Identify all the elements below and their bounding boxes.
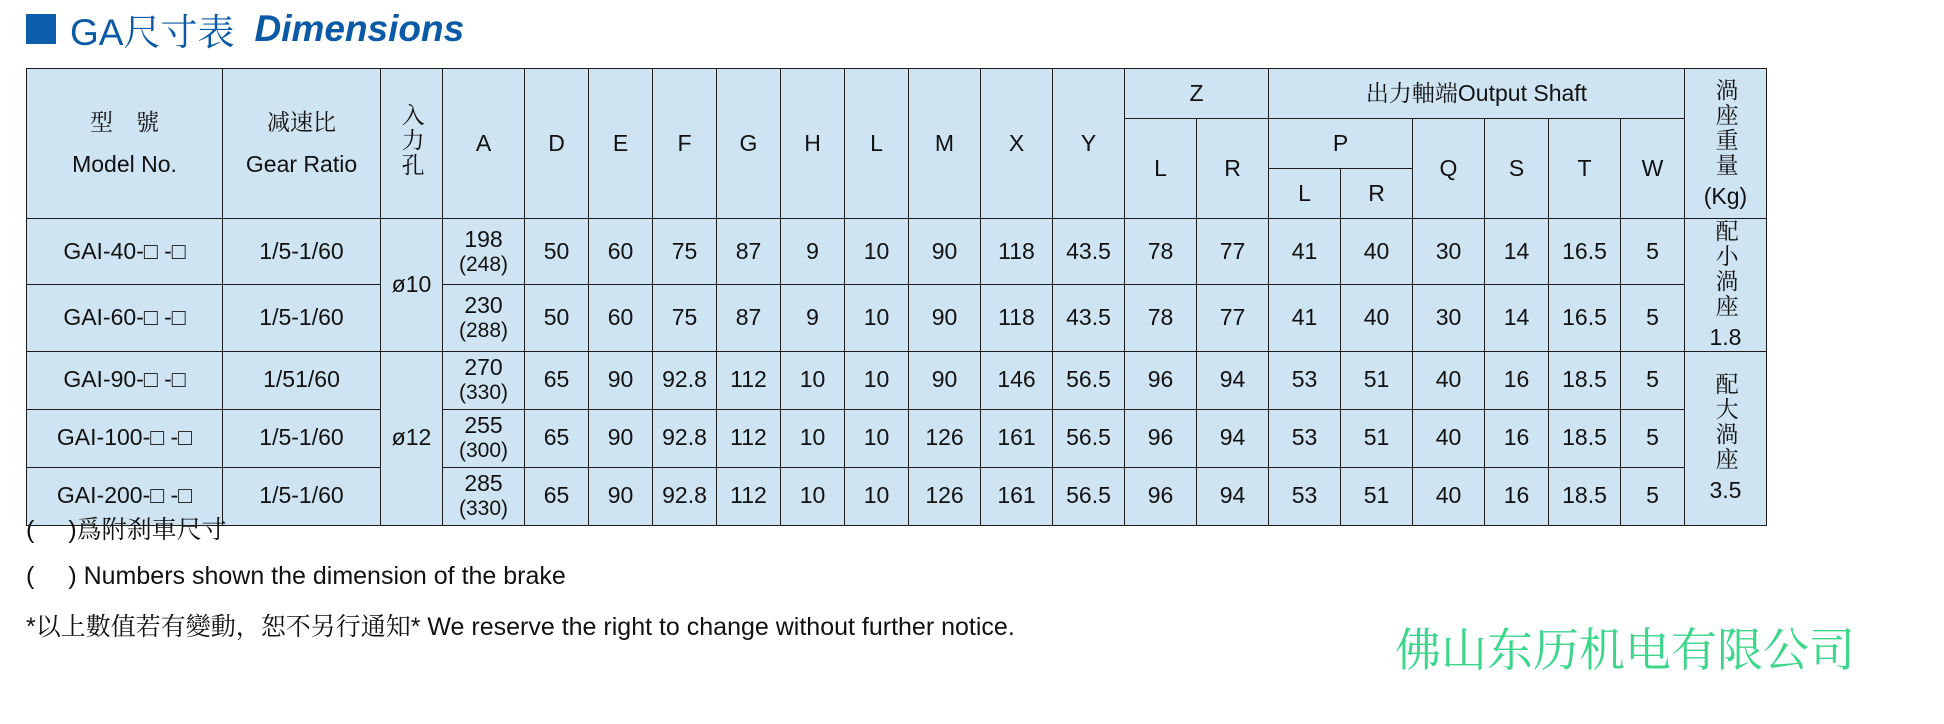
cell-e: 60 bbox=[589, 285, 653, 351]
table-row bbox=[27, 285, 1767, 351]
header-ratio-en: Gear Ratio bbox=[245, 150, 358, 177]
cell-m: 90 bbox=[909, 219, 981, 285]
cell-p-l: 41 bbox=[1269, 219, 1341, 285]
note-2-text: ) Numbers shown the dimension of the brake bbox=[68, 562, 566, 590]
cell-s: 14 bbox=[1485, 285, 1549, 351]
cell-e: 90 bbox=[589, 467, 653, 525]
header-d: D bbox=[525, 69, 589, 219]
cell-h: 10 bbox=[781, 351, 845, 409]
cell-z-r: 94 bbox=[1197, 467, 1269, 525]
cell-d: 50 bbox=[525, 219, 589, 285]
cell-p-r: 40 bbox=[1341, 219, 1413, 285]
cell-a-main: 255 bbox=[464, 412, 503, 439]
cell-d: 65 bbox=[525, 409, 589, 467]
cell-bore: ø10 bbox=[381, 219, 443, 352]
cell-w: 5 bbox=[1621, 467, 1685, 525]
cell-f: 92.8 bbox=[653, 351, 717, 409]
cell-g: 112 bbox=[717, 409, 781, 467]
cell-p-r: 51 bbox=[1341, 409, 1413, 467]
header-g: G bbox=[717, 69, 781, 219]
header-q: Q bbox=[1413, 119, 1485, 219]
header-h: H bbox=[781, 69, 845, 219]
cell-q: 30 bbox=[1413, 285, 1485, 351]
cell-l: 10 bbox=[845, 351, 909, 409]
table-row bbox=[27, 409, 1767, 467]
cell-h: 9 bbox=[781, 285, 845, 351]
cell-z-l: 78 bbox=[1125, 219, 1197, 285]
header-p-group: P bbox=[1269, 119, 1413, 169]
cell-g: 87 bbox=[717, 219, 781, 285]
page-title bbox=[26, 2, 464, 56]
cell-m: 126 bbox=[909, 409, 981, 467]
cell-ratio: 1/5-1/60 bbox=[223, 285, 381, 351]
note-1-text: )爲附刹車尺寸 bbox=[68, 516, 227, 544]
cell-a bbox=[443, 285, 525, 351]
cell-bore: ø12 bbox=[381, 351, 443, 525]
cell-t: 18.5 bbox=[1549, 409, 1621, 467]
header-s: S bbox=[1485, 119, 1549, 219]
header-weight-unit: (Kg) bbox=[1703, 182, 1748, 209]
cell-g: 112 bbox=[717, 467, 781, 525]
header-ratio-cn: 减速比 bbox=[267, 109, 336, 136]
cell-a-main: 270 bbox=[464, 354, 503, 381]
cell-model: GAI-40-□ -□ bbox=[27, 219, 223, 285]
cell-a-main: 198 bbox=[464, 225, 503, 252]
cell-x: 118 bbox=[981, 219, 1053, 285]
header-x: X bbox=[981, 69, 1053, 219]
header-ratio bbox=[223, 69, 381, 219]
cell-a bbox=[443, 409, 525, 467]
cell-p-r: 40 bbox=[1341, 285, 1413, 351]
title-english: Dimensions bbox=[254, 8, 465, 49]
cell-d: 65 bbox=[525, 351, 589, 409]
cell-ratio: 1/5-1/60 bbox=[223, 219, 381, 285]
cell-model: GAI-90-□ -□ bbox=[27, 351, 223, 409]
cell-s: 14 bbox=[1485, 219, 1549, 285]
cell-e: 90 bbox=[589, 351, 653, 409]
cell-w: 5 bbox=[1621, 409, 1685, 467]
header-l: L bbox=[845, 69, 909, 219]
cell-x: 118 bbox=[981, 285, 1053, 351]
cell-t: 18.5 bbox=[1549, 467, 1621, 525]
header-weight-cn: 渦座重量 bbox=[1712, 77, 1739, 178]
dimensions-table-wrap bbox=[26, 68, 1767, 526]
cell-f: 92.8 bbox=[653, 409, 717, 467]
title-bullet-icon bbox=[26, 14, 56, 44]
cell-m: 90 bbox=[909, 285, 981, 351]
header-z-r: R bbox=[1197, 119, 1269, 219]
note-2-paren: ( bbox=[26, 562, 35, 590]
cell-d: 50 bbox=[525, 285, 589, 351]
cell-q: 40 bbox=[1413, 351, 1485, 409]
cell-y: 56.5 bbox=[1053, 467, 1125, 525]
header-model-en: Model No. bbox=[72, 150, 177, 177]
company-watermark: 佛山东历机电有限公司 bbox=[1395, 624, 1855, 676]
cell-z-r: 77 bbox=[1197, 219, 1269, 285]
cell-model: GAI-100-□ -□ bbox=[27, 409, 223, 467]
cell-x: 161 bbox=[981, 467, 1053, 525]
cell-z-l: 96 bbox=[1125, 351, 1197, 409]
cell-ratio: 1/5-1/60 bbox=[223, 409, 381, 467]
cell-q: 40 bbox=[1413, 467, 1485, 525]
cell-e: 90 bbox=[589, 409, 653, 467]
cell-y: 43.5 bbox=[1053, 285, 1125, 351]
title-chinese: GA尺寸表 bbox=[70, 12, 235, 53]
cell-a bbox=[443, 219, 525, 285]
cell-a-main: 285 bbox=[464, 470, 503, 497]
cell-a-paren: (248) bbox=[458, 252, 509, 276]
cell-w: 5 bbox=[1621, 219, 1685, 285]
cell-m: 126 bbox=[909, 467, 981, 525]
cell-z-r: 94 bbox=[1197, 351, 1269, 409]
cell-q: 30 bbox=[1413, 219, 1485, 285]
cell-t: 16.5 bbox=[1549, 219, 1621, 285]
cell-f: 75 bbox=[653, 219, 717, 285]
cell-p-l: 53 bbox=[1269, 467, 1341, 525]
header-a: A bbox=[443, 69, 525, 219]
cell-s: 16 bbox=[1485, 409, 1549, 467]
cell-p-r: 51 bbox=[1341, 351, 1413, 409]
header-p-l: L bbox=[1269, 169, 1341, 219]
header-t: T bbox=[1549, 119, 1621, 219]
cell-w: 5 bbox=[1621, 285, 1685, 351]
cell-weight bbox=[1685, 219, 1767, 352]
cell-a bbox=[443, 351, 525, 409]
cell-z-r: 77 bbox=[1197, 285, 1269, 351]
cell-m: 90 bbox=[909, 351, 981, 409]
cell-w: 5 bbox=[1621, 351, 1685, 409]
cell-z-l: 78 bbox=[1125, 285, 1197, 351]
cell-model: GAI-60-□ -□ bbox=[27, 285, 223, 351]
cell-weight-value: 3.5 bbox=[1709, 477, 1742, 503]
header-f: F bbox=[653, 69, 717, 219]
header-model bbox=[27, 69, 223, 219]
cell-s: 16 bbox=[1485, 351, 1549, 409]
cell-weight-label: 配小渦座 bbox=[1712, 219, 1739, 319]
cell-h: 10 bbox=[781, 467, 845, 525]
header-e: E bbox=[589, 69, 653, 219]
note-line-1 bbox=[26, 510, 1015, 546]
cell-p-l: 41 bbox=[1269, 285, 1341, 351]
cell-a-paren: (288) bbox=[458, 319, 509, 343]
cell-weight-value: 1.8 bbox=[1709, 323, 1742, 350]
cell-t: 16.5 bbox=[1549, 285, 1621, 351]
cell-z-l: 96 bbox=[1125, 409, 1197, 467]
header-bore-label: 入力孔 bbox=[398, 103, 425, 179]
table-row bbox=[27, 219, 1767, 285]
cell-g: 112 bbox=[717, 351, 781, 409]
cell-e: 60 bbox=[589, 219, 653, 285]
note-line-2 bbox=[26, 562, 1015, 591]
table-header-row-1 bbox=[27, 69, 1767, 119]
cell-model: GAI-200-□ -□ bbox=[27, 467, 223, 525]
cell-z-r: 94 bbox=[1197, 409, 1269, 467]
cell-p-l: 53 bbox=[1269, 351, 1341, 409]
cell-l: 10 bbox=[845, 467, 909, 525]
cell-z-l: 96 bbox=[1125, 467, 1197, 525]
note-line-3: *以上數值若有變動，恕不另行通知* We reserve the right to change without further notice. bbox=[26, 613, 1015, 641]
header-z-l: L bbox=[1125, 119, 1197, 219]
cell-a-main: 230 bbox=[464, 291, 503, 318]
cell-h: 9 bbox=[781, 219, 845, 285]
cell-s: 16 bbox=[1485, 467, 1549, 525]
header-y: Y bbox=[1053, 69, 1125, 219]
cell-p-l: 53 bbox=[1269, 409, 1341, 467]
cell-y: 56.5 bbox=[1053, 409, 1125, 467]
cell-l: 10 bbox=[845, 219, 909, 285]
cell-d: 65 bbox=[525, 467, 589, 525]
cell-l: 10 bbox=[845, 409, 909, 467]
header-m: M bbox=[909, 69, 981, 219]
header-weight bbox=[1685, 69, 1767, 219]
header-z-group: Z bbox=[1125, 69, 1269, 119]
cell-weight-label: 配大渦座 bbox=[1712, 372, 1739, 473]
cell-x: 161 bbox=[981, 409, 1053, 467]
cell-x: 146 bbox=[981, 351, 1053, 409]
cell-f: 92.8 bbox=[653, 467, 717, 525]
header-model-cn: 型 號 bbox=[90, 109, 159, 136]
notes-block bbox=[26, 510, 1015, 659]
header-bore bbox=[381, 69, 443, 219]
cell-t: 18.5 bbox=[1549, 351, 1621, 409]
cell-f: 75 bbox=[653, 285, 717, 351]
header-output-shaft-group: 出力軸端Output Shaft bbox=[1269, 69, 1685, 119]
cell-l: 10 bbox=[845, 285, 909, 351]
cell-a-paren: (300) bbox=[458, 439, 509, 463]
cell-ratio: 1/51/60 bbox=[223, 351, 381, 409]
cell-ratio: 1/5-1/60 bbox=[223, 467, 381, 525]
cell-y: 56.5 bbox=[1053, 351, 1125, 409]
cell-p-r: 51 bbox=[1341, 467, 1413, 525]
table-row bbox=[27, 351, 1767, 409]
cell-h: 10 bbox=[781, 409, 845, 467]
note-1-paren: ( bbox=[26, 516, 35, 544]
header-w: W bbox=[1621, 119, 1685, 219]
cell-g: 87 bbox=[717, 285, 781, 351]
cell-weight bbox=[1685, 351, 1767, 525]
cell-q: 40 bbox=[1413, 409, 1485, 467]
cell-a-paren: (330) bbox=[458, 381, 509, 405]
cell-y: 43.5 bbox=[1053, 219, 1125, 285]
cell-a-paren: (330) bbox=[458, 497, 509, 521]
dimensions-table bbox=[26, 68, 1767, 526]
header-p-r: R bbox=[1341, 169, 1413, 219]
